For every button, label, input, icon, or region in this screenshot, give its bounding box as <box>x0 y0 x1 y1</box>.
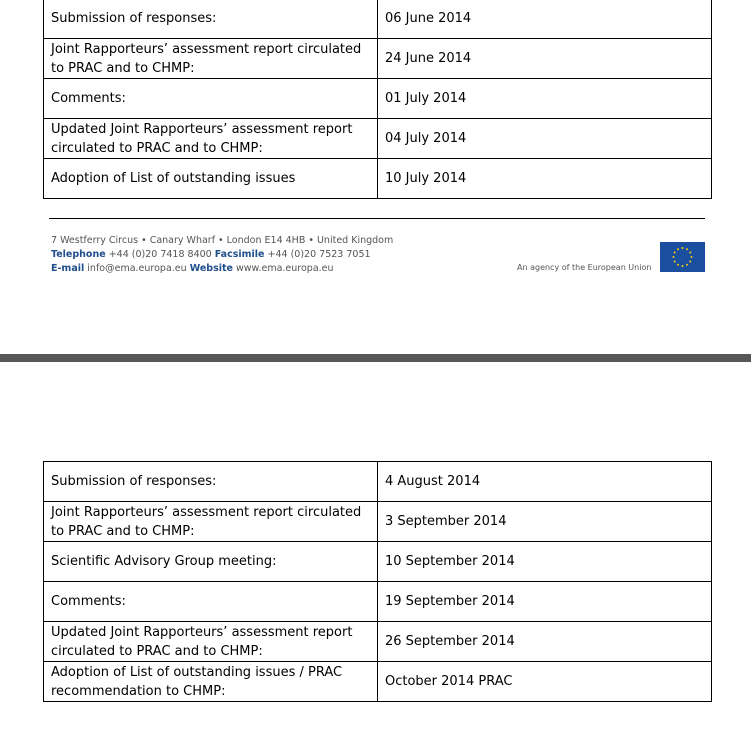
table-row <box>44 662 712 702</box>
step-date: 10 July 2014 <box>378 159 712 199</box>
table-row <box>44 542 712 582</box>
step-label: Comments: <box>44 79 378 119</box>
footer-web-line: E-mail info@ema.europa.eu Website www.ema.europa.eu <box>51 263 334 274</box>
page-divider <box>0 354 751 362</box>
step-label: Updated Joint Rapporteurs’ assessment report circulated to PRAC and to CHMP: <box>44 119 378 159</box>
table-row <box>44 159 712 199</box>
step-date: 24 June 2014 <box>378 39 712 79</box>
step-date: October 2014 PRAC <box>378 662 712 702</box>
table-row <box>44 622 712 662</box>
step-label: Submission of responses: <box>44 462 378 502</box>
step-date: 3 September 2014 <box>378 502 712 542</box>
table-row <box>44 462 712 502</box>
eu-flag-icon <box>660 242 705 272</box>
step-label: Adoption of List of outstanding issues <box>44 159 378 199</box>
step-label: Comments: <box>44 582 378 622</box>
table-row <box>44 119 712 159</box>
footer-phone-line: Telephone +44 (0)20 7418 8400 Facsimile +44 (0)20 7523 7051 <box>51 249 371 260</box>
step-label: Updated Joint Rapporteurs’ assessment report circulated to PRAC and to CHMP: <box>44 622 378 662</box>
timetable-bottom <box>43 461 712 702</box>
step-label: Joint Rapporteurs’ assessment report circulated to PRAC and to CHMP: <box>44 502 378 542</box>
step-label: Adoption of List of outstanding issues / PRAC recommendation to CHMP: <box>44 662 378 702</box>
footer-contact <box>51 234 393 276</box>
step-date: 06 June 2014 <box>378 0 712 39</box>
step-label: Joint Rapporteurs’ assessment report circulated to PRAC and to CHMP: <box>44 39 378 79</box>
email-link[interactable]: info@ema.europa.eu <box>87 263 187 274</box>
step-date: 4 August 2014 <box>378 462 712 502</box>
step-label: Submission of responses: <box>44 0 378 39</box>
footer-address: 7 Westferry Circus • Canary Wharf • London E14 4HB • United Kingdom <box>51 235 394 246</box>
timetable-top <box>43 0 712 199</box>
agency-tagline: An agency of the European Union <box>517 263 652 272</box>
step-date: 10 September 2014 <box>378 542 712 582</box>
step-date: 04 July 2014 <box>378 119 712 159</box>
step-date: 01 July 2014 <box>378 79 712 119</box>
table-row <box>44 0 712 39</box>
website-link[interactable]: www.ema.europa.eu <box>236 263 334 274</box>
footer-rule <box>49 218 705 219</box>
table-row <box>44 502 712 542</box>
step-date: 19 September 2014 <box>378 582 712 622</box>
table-row <box>44 79 712 119</box>
table-row <box>44 39 712 79</box>
table-row <box>44 582 712 622</box>
step-date: 26 September 2014 <box>378 622 712 662</box>
step-label: Scientific Advisory Group meeting: <box>44 542 378 582</box>
